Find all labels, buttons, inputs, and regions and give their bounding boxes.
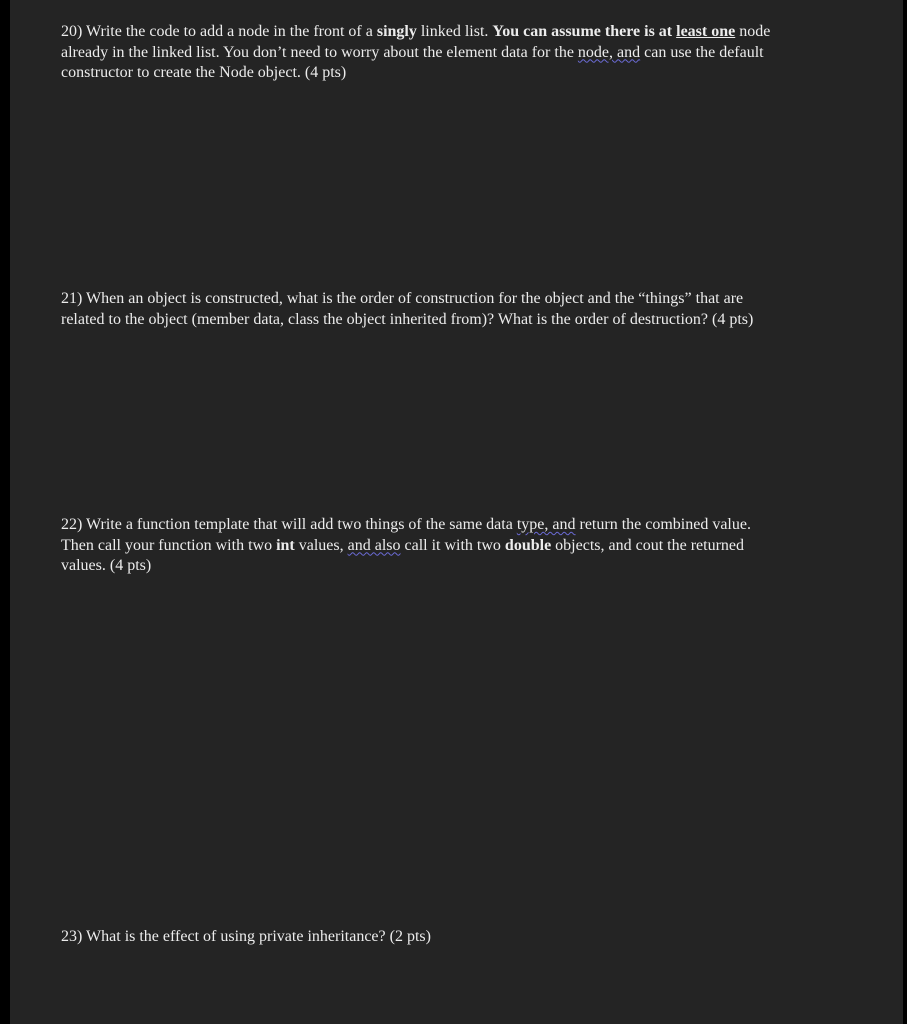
emphasis-int: int [276,536,295,554]
question-20-line-3: constructor to create the Node object. (4 pts) [61,64,347,81]
question-21-line-2: related to the object (member data, class the object inherited from)? What is the order of destruction? (4 pts) [61,310,754,328]
question-20-line-2: already in the linked list. You don’t need to worry about the element data for the node, and can use the default [61,43,764,61]
question-23 [61,927,861,948]
question-22 [61,515,861,577]
grammar-mark-type-and: type, and [516,516,576,533]
document-sheet [10,0,903,1024]
question-21 [61,289,861,330]
question-23-line-1: 23) What is the effect of using private inheritance? (2 pts) [61,928,431,945]
grammar-mark-and-also: and also [347,536,401,554]
question-21-line-1: 21) When an object is constructed, what is the order of construction for the object and the “things” that are [61,290,744,307]
emphasis-least-one: least one [676,23,736,40]
question-20 [61,22,861,84]
question-22-line-3: values. (4 pts) [61,557,152,574]
emphasis-singly: singly [376,23,417,40]
question-20-line-1: 20) Write the code to add a node in the front of a singly linked list. You can assume there is at least one node [61,23,771,40]
question-22-line-1: 22) Write a function template that will add two things of the same data type, and return the combined value. [61,516,751,533]
emphasis-double: double [504,536,552,554]
question-22-line-2: Then call your function with two int values, and also call it with two double objects, and cout the returned [61,536,744,554]
emphasis-assumption: You can assume there is at [492,23,677,40]
grammar-mark-node-and: node, and [577,43,641,61]
